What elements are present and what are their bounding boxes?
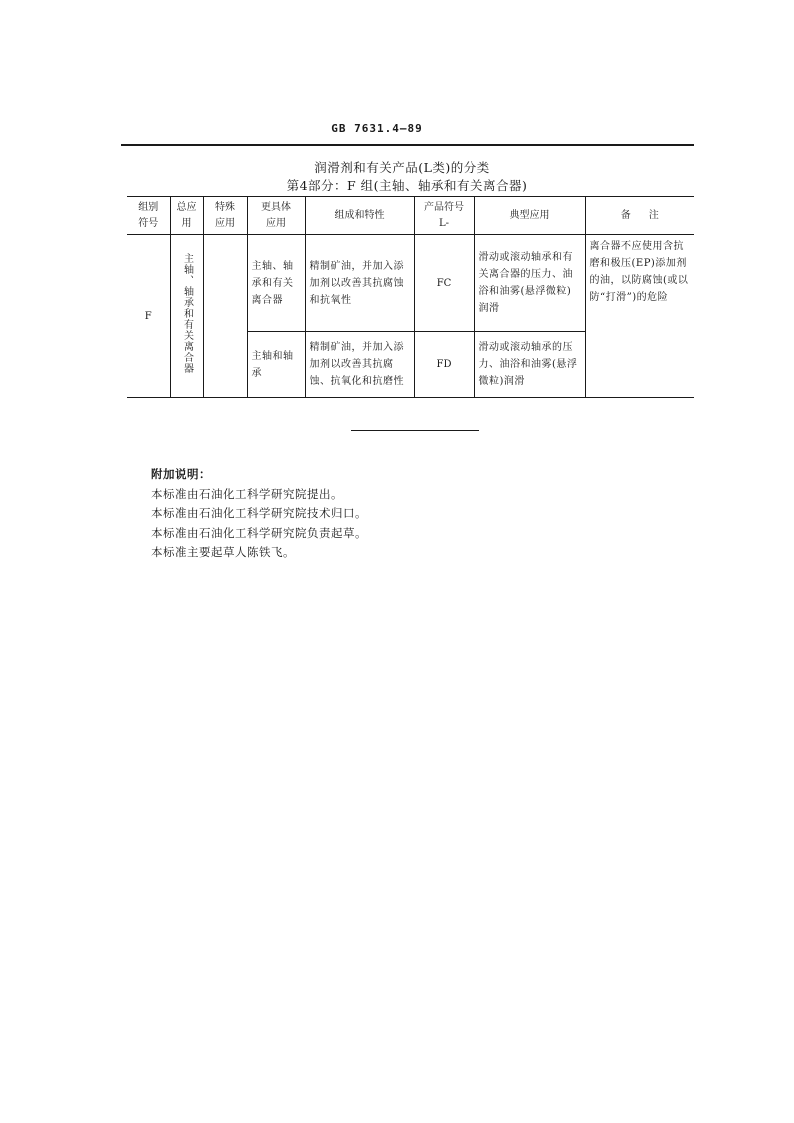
header-specific-application-l1: 更具体 xyxy=(261,201,291,213)
appendix-line: 本标准主要起草人陈铁飞。 xyxy=(151,545,295,559)
composition-cell: 精制矿油，并加入添加剂以改善其抗腐蚀、抗氧化和抗磨性 xyxy=(305,332,414,398)
appendix-heading: 附加说明： xyxy=(151,467,211,481)
table-row xyxy=(127,235,694,332)
general-application-cell xyxy=(170,235,203,398)
header-product-symbol-l2: L- xyxy=(438,217,450,229)
header-general-application: 总应用 xyxy=(170,197,203,235)
header-group-code xyxy=(127,197,170,235)
specific-application-cell: 主轴、轴承和有关离合器 xyxy=(247,235,305,332)
specific-application-cell: 主轴和轴承 xyxy=(247,332,305,398)
remarks-cell: 离合器不应使用含抗磨和极压(EP)添加剂的油，以防腐蚀(或以防“打滑”)的危险 xyxy=(585,235,694,398)
header-special-application-l2: 应用 xyxy=(215,217,235,229)
end-of-table-rule xyxy=(351,430,479,431)
header-product-symbol-l1: 产品符号 xyxy=(424,201,464,213)
appendix-line: 本标准由石油化工科学研究院提出。 xyxy=(151,486,343,501)
header-special-application xyxy=(203,197,247,235)
product-symbol-cell: FC xyxy=(414,235,474,332)
document-title: 润滑剂和有关产品(L类)的分类 xyxy=(314,160,490,175)
header-product-symbol xyxy=(414,197,474,235)
group-code-cell: F xyxy=(127,235,170,398)
header-specific-application-l2: 应用 xyxy=(266,217,286,229)
typical-application-cell: 滑动或滚动轴承的压力、油浴和油雾(悬浮微粒)润滑 xyxy=(474,332,585,398)
header-remarks: 备注 xyxy=(585,197,694,235)
composition-cell: 精制矿油，并加入添加剂以改善其抗腐蚀和抗氧性 xyxy=(305,235,414,332)
header-group-code-l2: 符号 xyxy=(138,217,159,229)
table-header-row xyxy=(127,197,694,235)
header-rule xyxy=(121,144,694,146)
header-group-code-l1: 组别 xyxy=(138,201,159,213)
classification-table xyxy=(127,196,694,398)
header-specific-application xyxy=(247,197,305,235)
header-typical-application: 典型应用 xyxy=(474,197,585,235)
special-application-cell xyxy=(203,235,247,398)
product-symbol-cell: FD xyxy=(414,332,474,398)
appendix-notes xyxy=(151,465,367,563)
appendix-line: 本标准由石油化工科学研究院负责起草。 xyxy=(151,525,367,540)
document-subtitle: 第4部分：F 组(主轴、轴承和有关离合器) xyxy=(286,178,528,193)
document-code: GB 7631.4—89 xyxy=(331,122,423,135)
header-composition: 组成和特性 xyxy=(305,197,414,235)
header-special-application-l1: 特殊 xyxy=(215,201,235,213)
typical-application-cell: 滑动或滚动轴承和有关离合器的压力、油浴和油雾(悬浮微粒)润滑 xyxy=(474,235,585,332)
appendix-line: 本标准由石油化工科学研究院技术归口。 xyxy=(151,506,367,520)
general-application-text: 主轴、轴承和有关离合器 xyxy=(181,252,193,374)
